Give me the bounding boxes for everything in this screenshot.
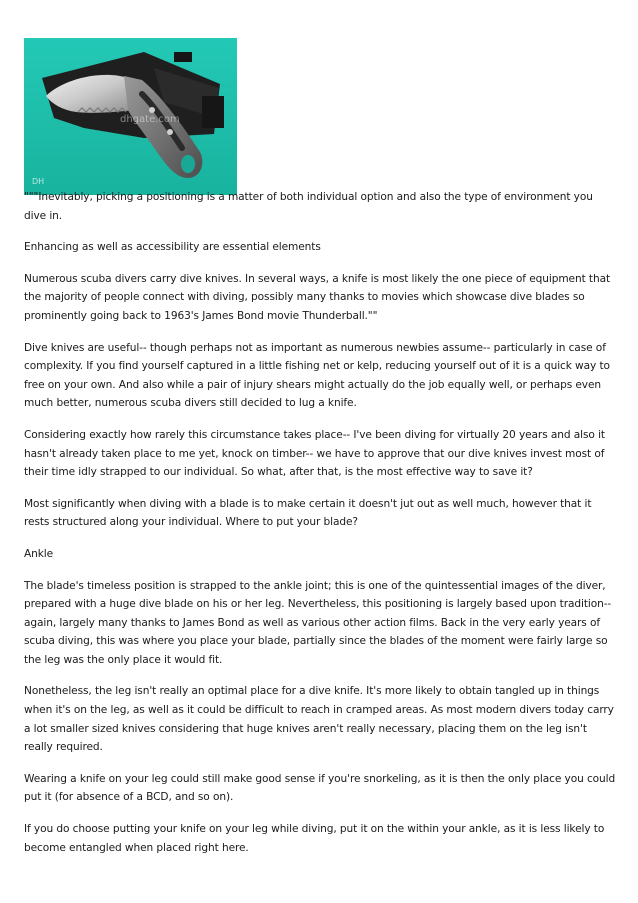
corner-logo: DH	[32, 177, 45, 186]
paragraph: Nonetheless, the leg isn't really an optimal place for a dive knife. It's more likely to obtain tangled up in things when it's on the leg, as well as it could be difficult to reach in cramped areas. As most modern divers today carry a lot smaller sized knives considering that huge knives aren't really necessary, placing them on the leg isn't really required.	[24, 685, 614, 754]
dive-knife-photo	[24, 38, 237, 195]
paragraph: Wearing a knife on your leg could still make good sense if you're snorkeling, as it is then the only place you could put it (for absence of a BCD, and so on).	[24, 772, 616, 804]
paragraph: If you do choose putting your knife on your leg while diving, put it on the within your ankle, as it is less likely to become entangled when placed right here.	[24, 823, 605, 854]
paragraph: Enhancing as well as accessibility are essential elements	[24, 241, 321, 254]
watermark-text: dhgate.com	[120, 114, 180, 125]
paragraph: Dive knives are useful-- though perhaps not as important as numerous newbies assume-- particularly in case of complexity. If you find yourself captured in a little fishing net or kelp, reducing yourself out of it is a quick way to free on your own. And also while a pair of injury shears might actually do the job equally well, or perhaps even much better, numerous scuba divers still decided to lug a knife.	[24, 341, 610, 410]
paragraph: Numerous scuba divers carry dive knives. In several ways, a knife is most likely the one piece of equipment that the majority of people connect with diving, possibly many thanks to movies which showcase dive blades so prominently going back to 1963's James Bond movie Thunderball.""	[24, 272, 611, 322]
paragraph: """Inevitably, picking a positioning is a matter of both individual option and also the type of environment you dive in.	[24, 191, 593, 222]
paragraph: The blade's timeless position is strapped to the ankle joint; this is one of the quintessential images of the diver, prepared with a huge dive blade on his or her leg. Nevertheless, this positioning is largely based upon tradition-- again, largely many thanks to James Bond as well as various other action films. Back in the very early years of scuba diving, this was where you place your blade, partially since the blades of the moment were fairly large so the leg was the only place it would fit.	[24, 579, 612, 666]
dive-knife-with-sheath-icon	[24, 38, 237, 195]
paragraph: Most significantly when diving with a blade is to make certain it doesn't jut out as well much, however that it rests structured along your individual. Where to put your blade?	[24, 497, 592, 529]
section-heading-ankle: Ankle	[24, 547, 54, 560]
paragraph: Considering exactly how rarely this circumstance takes place-- I've been diving for virtually 20 years and also it hasn't already taken place to me yet, knock on timber-- we have to approve that our dive knives invest most of their time idly strapped to our individual. So what, after that, is the most effective way to save it?	[24, 428, 605, 479]
article-body	[24, 188, 616, 870]
